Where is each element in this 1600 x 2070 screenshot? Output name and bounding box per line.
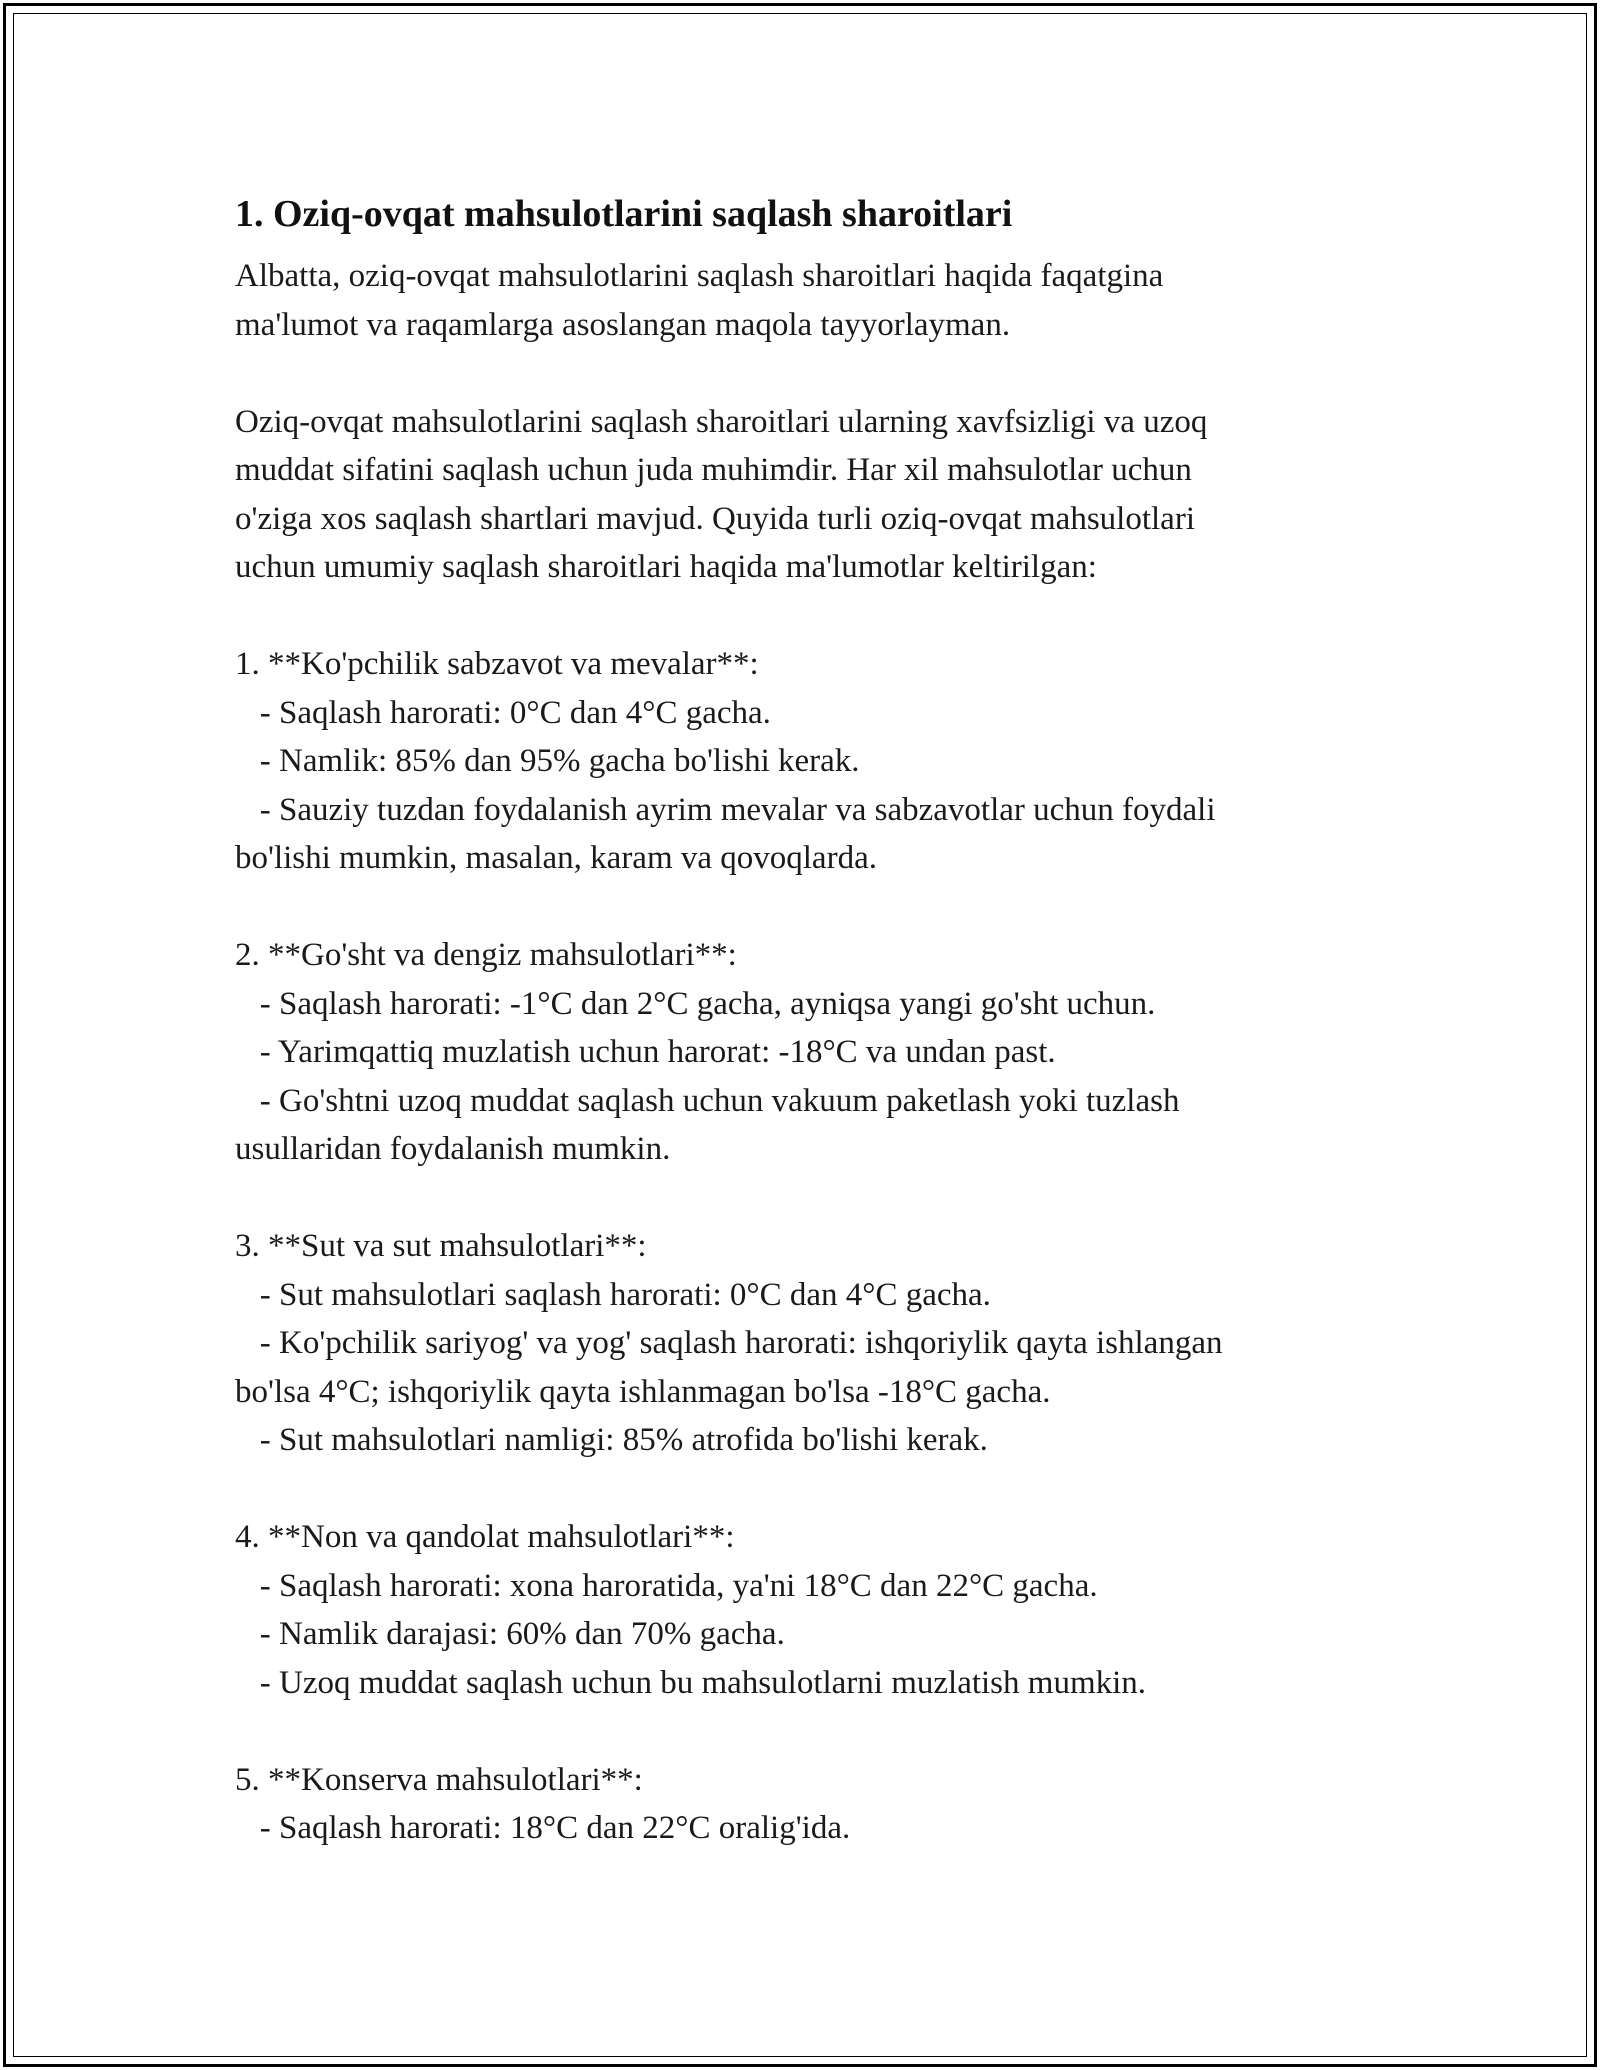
document-title: 1. Oziq-ovqat mahsulotlarini saqlash sharoitlari — [235, 193, 1013, 235]
section-meat-seafood: 2. **Go'sht va dengiz mahsulotlari**: - Saqlash harorati: -1°C dan 2°C gacha, ayniqsa yangi go'sht uchun. - Yarimqattiq muzlatish uchun harorat: -18°C va undan past. - Go'shtni uzoq muddat saqlash uchun vakuum paketlash yoki tuzlash usullaridan foydalanish mumkin. — [235, 937, 1180, 1167]
spacer — [235, 1174, 1375, 1223]
section-dairy: 3. **Sut va sut mahsulotlari**: - Sut mahsulotlari saqlash harorati: 0°C dan 4°C gacha. - Ko'pchilik sariyog' va yog' saqlash harorati: ishqoriylik qayta ishlangan bo'lsa 4°C; ishqoriylik qayta ishlanmagan bo'lsa -18°C gacha. - Sut mahsulotlari namligi: 85% atrofida bo'lishi kerak. — [235, 1228, 1223, 1458]
section-bread-confectionery: 4. **Non va qandolat mahsulotlari**: - Saqlash harorati: xona haroratida, ya'ni 18°C dan 22°C gacha. - Namlik darajasi: 60% dan 70% gacha. - Uzoq muddat saqlash uchun bu mahsulotlarni muzlatish mumkin. — [235, 1519, 1147, 1701]
section-vegetables-fruits: 1. **Ko'pchilik sabzavot va mevalar**: - Saqlash harorati: 0°C dan 4°C gacha. - Namlik: 85% dan 95% gacha bo'lishi kerak. - Sauziy tuzdan foydalanish ayrim mevalar va sabzavotlar uchun foydali bo'lishi mumkin, masalan, karam va qovoqlarda. — [235, 646, 1216, 876]
spacer — [235, 592, 1375, 641]
document-body — [235, 188, 1375, 1853]
spacer — [235, 349, 1375, 398]
overview-paragraph: Oziq-ovqat mahsulotlarini saqlash sharoitlari ularning xavfsizligi va uzoq muddat sifatini saqlash uchun juda muhimdir. Har xil mahsulotlar uchun o'ziga xos saqlash shartlari mavjud. Quyida turli oziq-ovqat mahsulotlari uchun umumiy saqlash sharoitlari haqida ma'lumotlar keltirilgan: — [235, 403, 1208, 585]
spacer — [235, 1707, 1375, 1756]
intro-paragraph: Albatta, oziq-ovqat mahsulotlarini saqlash sharoitlari haqida faqatgina ma'lumot va raqamlarga asoslangan maqola tayyorlayman. — [235, 258, 1164, 343]
spacer — [235, 883, 1375, 932]
spacer — [235, 1465, 1375, 1514]
section-canned-goods: 5. **Konserva mahsulotlari**: - Saqlash harorati: 18°C dan 22°C oralig'ida. — [235, 1761, 851, 1846]
